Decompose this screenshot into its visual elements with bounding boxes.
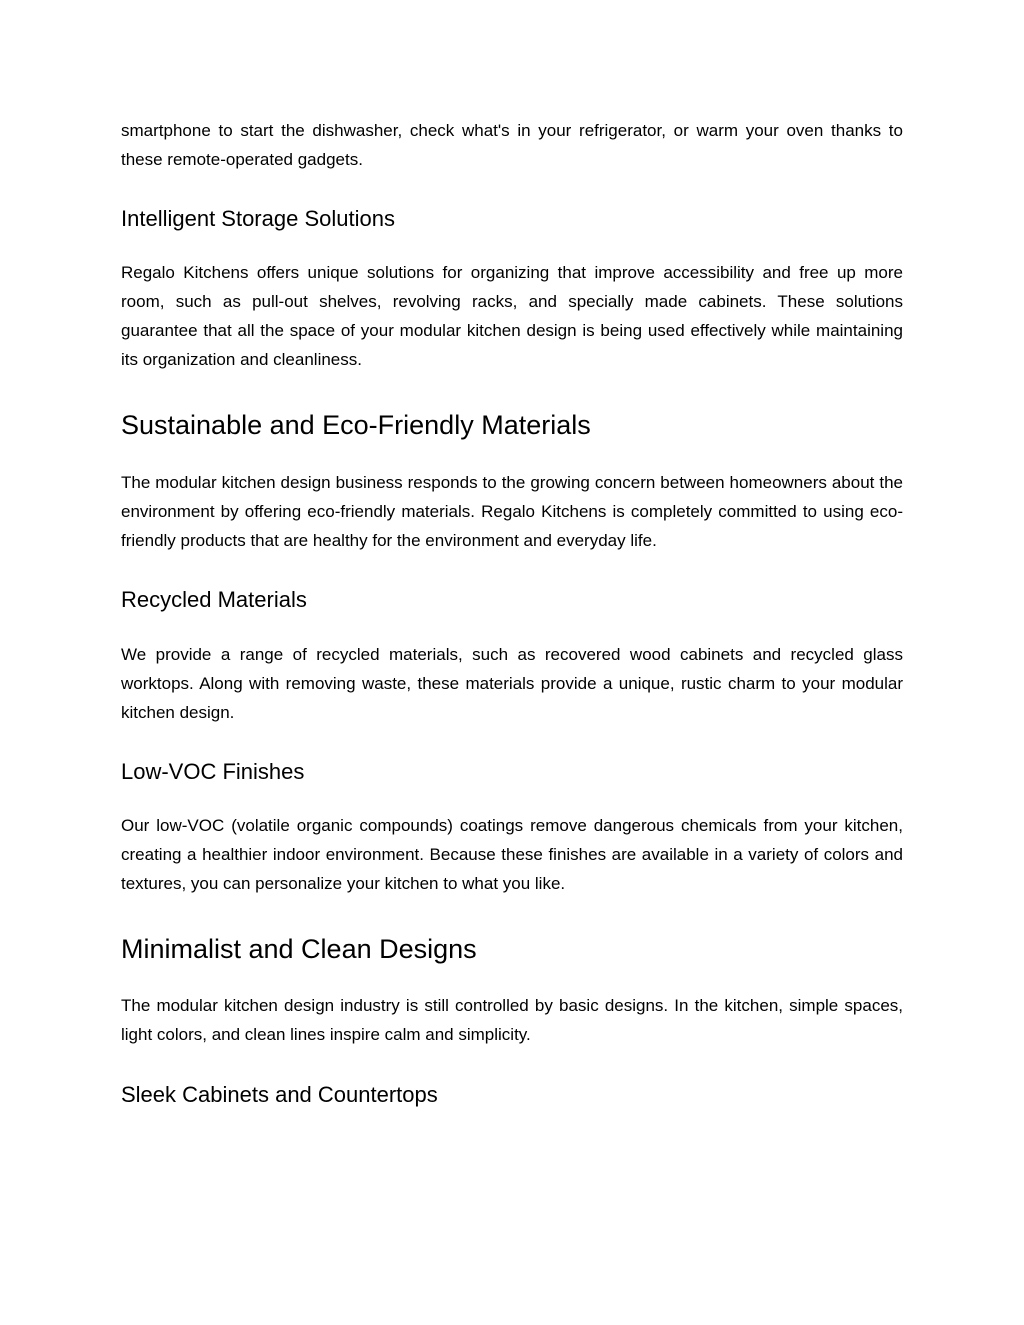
heading-low-voc-finishes: Low-VOC Finishes xyxy=(121,759,305,784)
heading-minimalist-designs: Minimalist and Clean Designs xyxy=(121,934,477,964)
heading-recycled-materials: Recycled Materials xyxy=(121,587,307,612)
heading-intelligent-storage-solutions: Intelligent Storage Solutions xyxy=(121,206,395,231)
heading-sleek-cabinets: Sleek Cabinets and Countertops xyxy=(121,1082,438,1107)
paragraph-smart-appliances-continued: smartphone to start the dishwasher, check what's in your refrigerator, or warm your oven thanks to these remote-operated gadgets. xyxy=(121,121,903,169)
paragraph-low-voc-finishes: Our low-VOC (volatile organic compounds) coatings remove dangerous chemicals from your kitchen, creating a healthier indoor environment. Because these finishes are available in a variety of colors and textures, you can personalize your kitchen to what you like. xyxy=(121,816,903,893)
paragraph-intelligent-storage: Regalo Kitchens offers unique solutions for organizing that improve accessibility and free up more room, such as pull-out shelves, revolving racks, and specially made cabinets. These solutions guarantee that all the space of your modular kitchen design is being used effectively while maintaining its organization and cleanliness. xyxy=(121,263,903,369)
paragraph-minimalist-designs: The modular kitchen design industry is still controlled by basic designs. In the kitchen, simple spaces, light colors, and clean lines inspire calm and simplicity. xyxy=(121,996,903,1044)
heading-sustainable-materials: Sustainable and Eco-Friendly Materials xyxy=(121,410,591,440)
paragraph-recycled-materials: We provide a range of recycled materials, such as recovered wood cabinets and recycled glass worktops. Along with removing waste, these materials provide a unique, rustic charm to your modular kitchen design. xyxy=(121,645,903,722)
paragraph-sustainable-materials: The modular kitchen design business responds to the growing concern between homeowners about the environment by offering eco-friendly materials. Regalo Kitchens is completely committed to using eco-friendly products that are healthy for the environment and everyday life. xyxy=(121,473,903,550)
